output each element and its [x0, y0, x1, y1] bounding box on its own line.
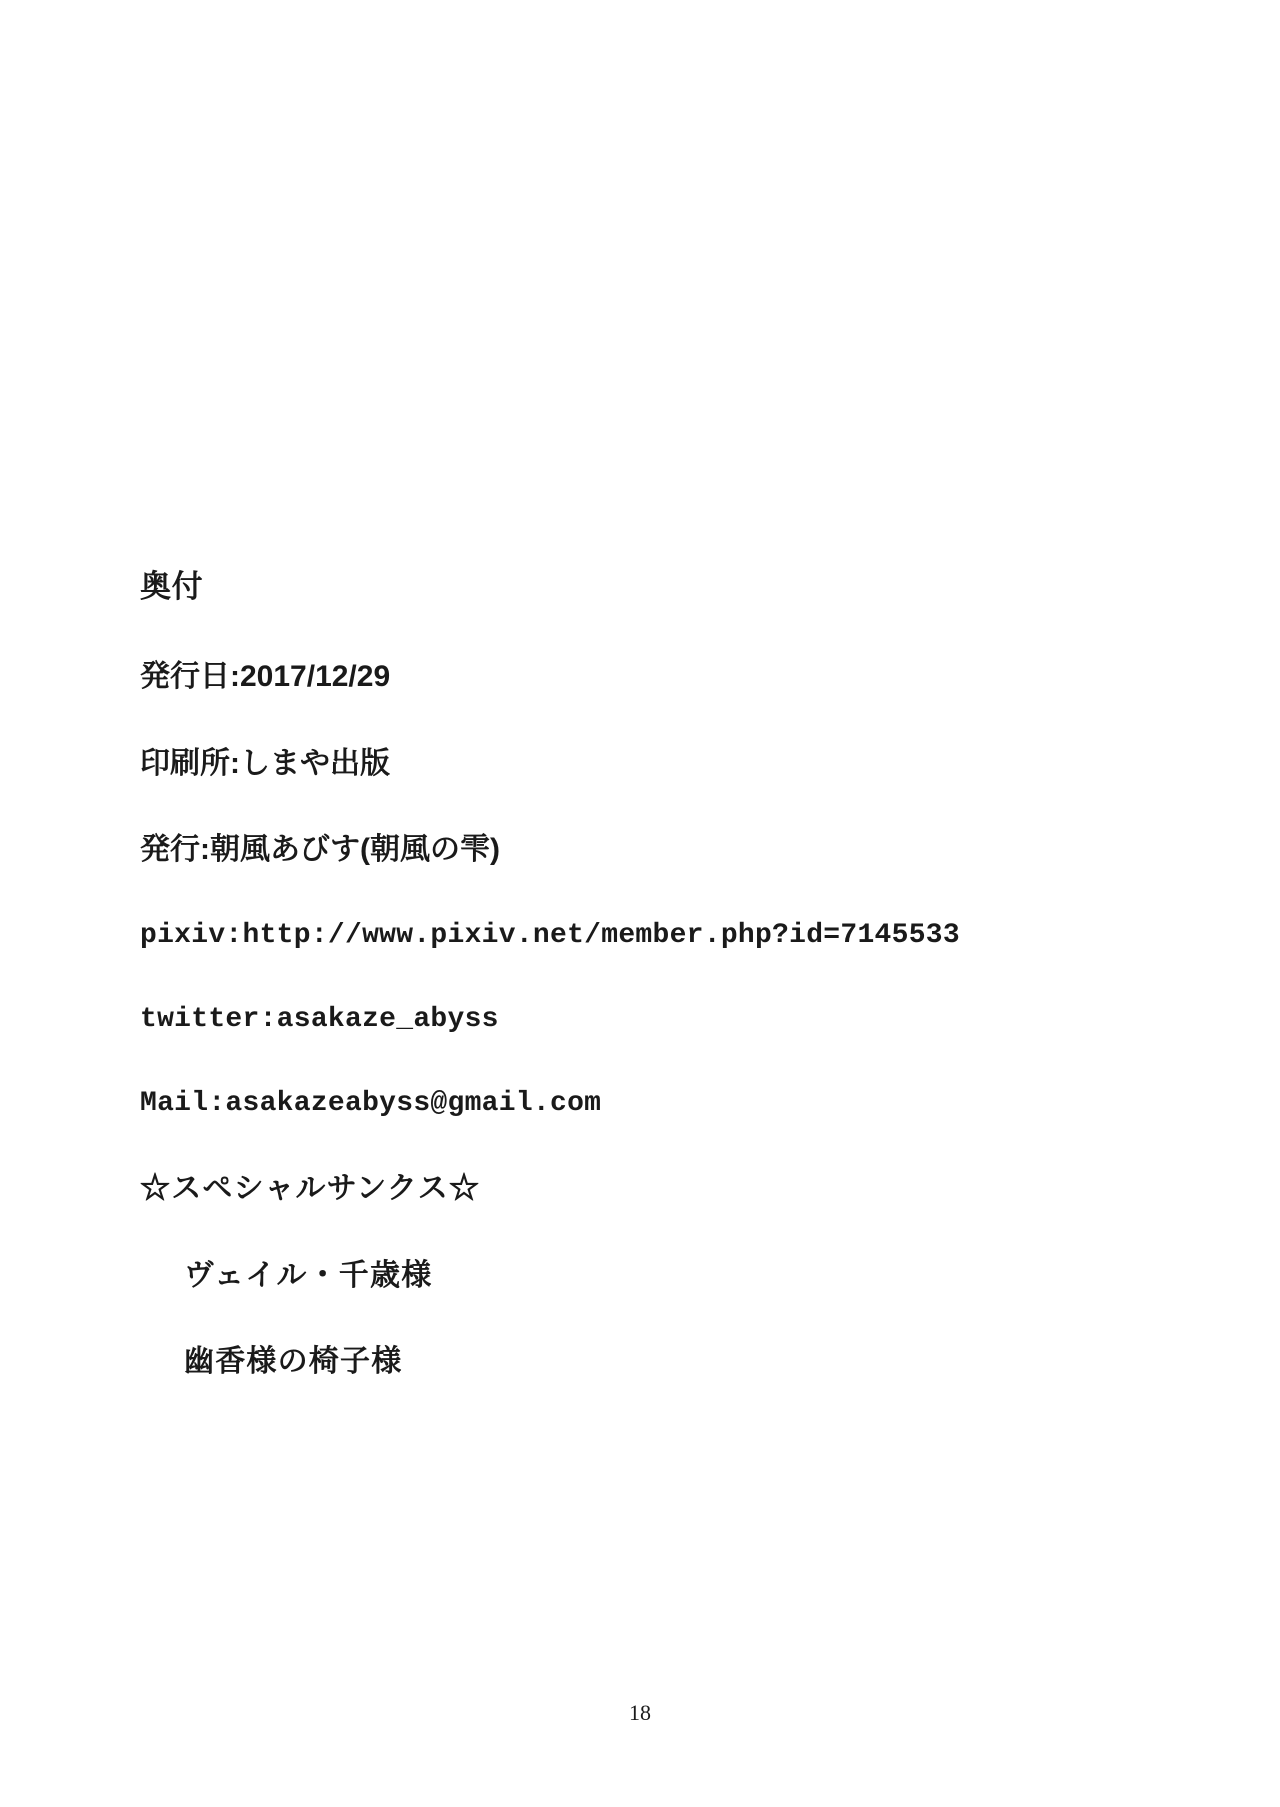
publish-date-line: 発行日:2017/12/29 — [140, 660, 391, 694]
pixiv-line: pixiv:http://www.pixiv.net/member.php?id=7145533 — [140, 919, 960, 951]
colophon-block — [140, 570, 1140, 1432]
page-number: 18 — [629, 1700, 651, 1725]
mail-line: Mail:asakazeabyss@gmail.com — [140, 1087, 602, 1119]
twitter-line: twitter:asakaze_abyss — [140, 1003, 499, 1035]
special-thanks-heading: ☆スペシャルサンクス☆ — [140, 1172, 481, 1206]
printer-line: 印刷所:しまや出版 — [140, 746, 390, 780]
special-thanks-item: 幽香様の椅子様 — [184, 1345, 403, 1379]
special-thanks-item: ヴェイル・千歳様 — [184, 1258, 433, 1292]
colophon-heading: 奥付 — [140, 569, 204, 604]
publisher-line: 発行:朝風あびす(朝風の雫) — [140, 833, 500, 867]
